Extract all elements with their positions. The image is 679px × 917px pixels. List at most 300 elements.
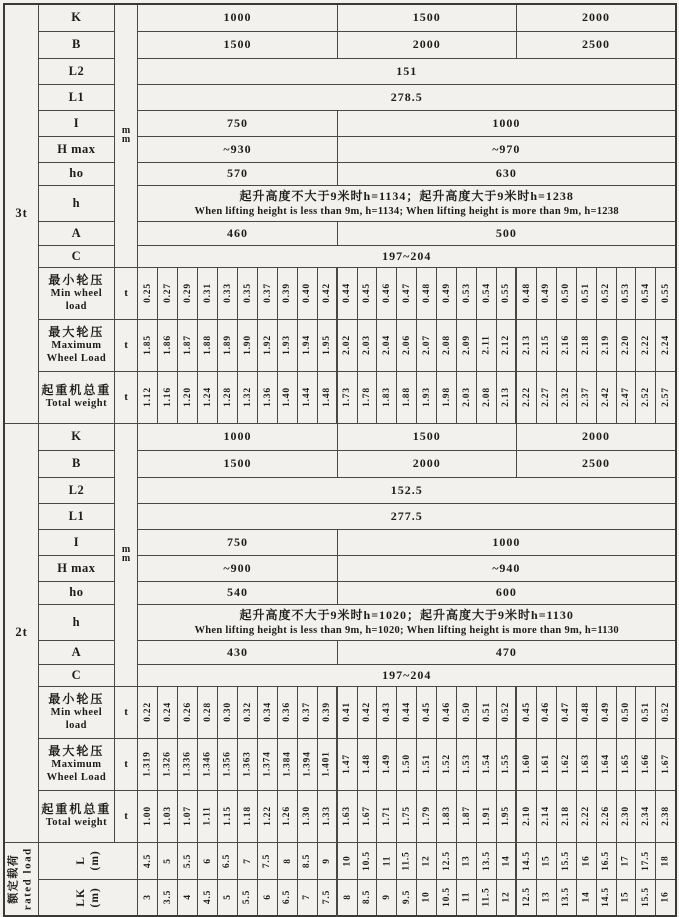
rotated-value-wrap — [417, 320, 436, 371]
rotated-value-wrap — [437, 739, 456, 790]
rotated-value-wrap — [617, 739, 636, 790]
value-text: 0.53 — [461, 283, 472, 303]
value-cell — [317, 842, 337, 879]
value-text: 14.5 — [601, 887, 612, 908]
note-chinese: 起升高度不大于9米时h=1020；起升高度大于9米时h=1130 — [239, 607, 574, 622]
value-text: 1.86 — [162, 335, 173, 355]
rotated-value-wrap — [318, 880, 336, 916]
value-text: 0.55 — [501, 283, 512, 303]
value-text: 1.60 — [521, 754, 532, 774]
value-cell — [556, 738, 576, 790]
value-cell — [158, 371, 178, 423]
rotated-value-wrap — [198, 320, 217, 371]
value-text: 13 — [541, 891, 552, 903]
param-value-cell: 2000 — [516, 4, 676, 31]
rotated-value-wrap — [517, 320, 535, 371]
param-name-cell: L2 — [39, 58, 115, 84]
value-cell — [138, 879, 158, 916]
value-text: 0.31 — [202, 283, 213, 303]
rotated-value-wrap — [318, 320, 336, 371]
rotated-label-wrap — [39, 880, 137, 916]
param-value-cell: 197~204 — [138, 664, 676, 686]
value-text: 2.16 — [561, 335, 572, 355]
value-text: 2.04 — [381, 335, 392, 355]
value-cell — [218, 879, 238, 916]
span-label: LK — [74, 887, 87, 907]
lifting-height-note-cell — [138, 604, 676, 640]
value-text: 1.32 — [242, 387, 253, 407]
value-cell — [477, 879, 497, 916]
rotated-value-wrap — [238, 843, 257, 879]
value-cell — [576, 267, 596, 319]
value-text: 1.65 — [621, 754, 632, 774]
value-cell — [337, 879, 357, 916]
rotated-value-wrap — [577, 372, 596, 423]
mm-unit-label — [115, 546, 138, 563]
value-cell — [576, 879, 596, 916]
value-text: 2.37 — [581, 387, 592, 407]
value-cell — [297, 686, 317, 738]
value-cell — [178, 879, 198, 916]
rotated-value-wrap — [597, 268, 616, 319]
value-text: 0.50 — [461, 702, 472, 722]
value-text: 1.33 — [321, 806, 332, 826]
value-text: 0.52 — [601, 283, 612, 303]
rotated-value-wrap — [636, 880, 655, 916]
rotated-value-wrap — [358, 880, 377, 916]
rotated-value-wrap — [497, 687, 515, 738]
value-cell — [377, 842, 397, 879]
value-cell — [536, 267, 556, 319]
rotated-value-wrap — [457, 687, 476, 738]
rotated-value-wrap — [397, 687, 416, 738]
param-value-cell: 430 — [138, 640, 337, 664]
value-text: 1.53 — [461, 754, 472, 774]
value-text: 1.61 — [541, 754, 552, 774]
value-cell — [218, 267, 238, 319]
rotated-value-wrap — [656, 791, 675, 842]
rotated-value-wrap — [417, 687, 436, 738]
value-text: 1.20 — [182, 387, 193, 407]
value-text: 1.93 — [421, 387, 432, 407]
rotated-value-wrap — [636, 791, 655, 842]
rotated-value-wrap — [617, 843, 636, 879]
value-cell — [636, 319, 656, 371]
value-cell — [198, 842, 218, 879]
value-cell — [238, 686, 258, 738]
value-text: 2.03 — [362, 335, 373, 355]
rotated-value-wrap — [318, 372, 336, 423]
param-value-cell: 470 — [337, 640, 676, 664]
span-label-text — [74, 850, 103, 870]
rotated-value-wrap — [158, 880, 177, 916]
load-label-chinese: 最大轮压 — [48, 325, 105, 340]
rotated-value-wrap — [278, 791, 297, 842]
rotated-value-wrap — [238, 687, 257, 738]
rotated-value-wrap — [358, 687, 377, 738]
rotated-value-wrap — [497, 268, 515, 319]
rotated-value-wrap — [557, 739, 576, 790]
unit-mm-cell — [114, 423, 138, 686]
rotated-value-wrap — [198, 739, 217, 790]
rotated-value-wrap — [358, 372, 377, 423]
value-text: 2.32 — [561, 387, 572, 407]
value-text: 2.03 — [461, 387, 472, 407]
rotated-value-wrap — [477, 843, 496, 879]
value-cell — [397, 319, 417, 371]
rotated-value-wrap — [278, 268, 297, 319]
value-cell — [357, 686, 377, 738]
value-text: 0.55 — [660, 283, 671, 303]
value-text: 1.26 — [282, 806, 293, 826]
rotated-value-wrap — [417, 880, 436, 916]
value-cell — [257, 790, 277, 842]
value-cell — [178, 790, 198, 842]
value-text: 12 — [421, 854, 432, 867]
value-cell — [297, 790, 317, 842]
mm-letter: m — [121, 125, 131, 137]
value-text: 0.53 — [621, 283, 632, 303]
value-cell — [377, 879, 397, 916]
value-cell — [636, 686, 656, 738]
rotated-value-wrap — [597, 372, 616, 423]
rotated-value-wrap — [158, 687, 177, 738]
rotated-value-wrap — [597, 880, 616, 916]
value-cell — [337, 319, 357, 371]
value-text: 0.37 — [262, 283, 273, 303]
value-text: 0.37 — [302, 702, 313, 722]
rotated-value-wrap — [198, 791, 217, 842]
rotated-value-wrap — [158, 372, 177, 423]
value-cell — [218, 686, 238, 738]
value-text: 1.22 — [262, 806, 273, 826]
value-text: 0.24 — [162, 702, 173, 722]
rotated-value-wrap — [298, 268, 317, 319]
rotated-value-wrap — [218, 791, 237, 842]
value-cell — [516, 842, 536, 879]
rotated-value-wrap — [278, 372, 297, 423]
rotated-value-wrap — [298, 320, 317, 371]
value-text: 0.41 — [342, 702, 353, 722]
span-row-label — [39, 879, 138, 916]
value-cell — [138, 267, 158, 319]
rotated-value-wrap — [517, 880, 535, 916]
value-text: 15 — [541, 854, 552, 867]
value-cell — [277, 686, 297, 738]
rotated-value-wrap — [298, 880, 317, 916]
value-text: 0.46 — [441, 702, 452, 722]
load-label-english: Maximum Wheel Load — [46, 340, 107, 364]
value-text: 0.33 — [222, 283, 233, 303]
value-cell — [158, 267, 178, 319]
value-text: 1.24 — [202, 387, 213, 407]
rotated-value-wrap — [517, 268, 535, 319]
load-row-label — [39, 686, 115, 738]
value-text: 1.64 — [601, 754, 612, 774]
value-cell — [417, 371, 437, 423]
rotated-value-wrap — [258, 372, 277, 423]
rotated-value-wrap — [178, 320, 197, 371]
rotated-value-wrap — [457, 880, 476, 916]
param-value-cell: 460 — [138, 221, 337, 245]
rotated-value-wrap — [537, 687, 556, 738]
value-cell — [277, 879, 297, 916]
value-cell — [377, 738, 397, 790]
value-text: 1.40 — [282, 387, 293, 407]
value-text: 1.356 — [222, 751, 233, 777]
section-load-label: 3t — [4, 4, 39, 423]
value-cell — [556, 879, 576, 916]
value-cell — [616, 686, 636, 738]
value-cell — [397, 267, 417, 319]
value-cell — [377, 790, 397, 842]
value-cell — [636, 879, 656, 916]
value-cell — [477, 842, 497, 879]
rotated-value-wrap — [198, 880, 217, 916]
param-name-cell: L2 — [39, 477, 115, 503]
rotated-value-wrap — [597, 320, 616, 371]
value-text: 1.48 — [362, 754, 373, 774]
value-cell — [516, 267, 536, 319]
value-text: 2.24 — [660, 335, 671, 355]
rotated-value-wrap — [338, 268, 356, 319]
rotated-value-wrap — [656, 687, 675, 738]
value-cell — [636, 371, 656, 423]
rotated-value-wrap — [557, 268, 576, 319]
value-text: 1.336 — [182, 751, 193, 777]
value-cell — [158, 842, 178, 879]
param-name-cell: H max — [39, 136, 115, 162]
rotated-value-wrap — [377, 687, 396, 738]
load-row-label — [39, 319, 115, 371]
value-text: 10 — [421, 891, 432, 903]
rotated-value-wrap — [597, 843, 616, 879]
rotated-value-wrap — [178, 739, 197, 790]
load-row-label — [39, 738, 115, 790]
load-label-chinese: 最大轮压 — [48, 744, 105, 759]
rotated-value-wrap — [338, 372, 356, 423]
rotated-value-wrap — [298, 372, 317, 423]
rotated-value-wrap — [218, 268, 237, 319]
value-text: 1.88 — [202, 335, 213, 355]
rotated-value-wrap — [417, 791, 436, 842]
value-text: 1.62 — [561, 754, 572, 774]
rotated-value-wrap — [457, 372, 476, 423]
value-text: 12.5 — [441, 850, 452, 871]
span-unit: (m) — [89, 850, 102, 871]
param-name-cell: C — [39, 245, 115, 267]
param-value-cell: 1500 — [138, 31, 337, 58]
rotated-value-wrap — [397, 880, 416, 916]
value-cell — [337, 371, 357, 423]
value-text: 1.89 — [222, 335, 233, 355]
rotated-value-wrap — [557, 843, 576, 879]
load-label-english: Maximum Wheel Load — [46, 759, 107, 783]
span-label: L — [74, 856, 87, 865]
rotated-value-wrap — [557, 320, 576, 371]
param-name-cell: A — [39, 640, 115, 664]
value-cell — [397, 879, 417, 916]
value-cell — [317, 738, 337, 790]
value-cell — [636, 738, 656, 790]
value-text: 1.346 — [202, 751, 213, 777]
value-text: 2.15 — [541, 335, 552, 355]
param-name-cell: L1 — [39, 503, 115, 529]
value-cell — [497, 267, 517, 319]
rotated-value-wrap — [138, 880, 157, 916]
param-value-cell: 2000 — [516, 423, 676, 450]
param-value-cell: ~930 — [138, 136, 337, 162]
rotated-value-wrap — [258, 320, 277, 371]
value-cell — [656, 842, 676, 879]
rotated-value-wrap — [537, 372, 556, 423]
value-cell — [337, 267, 357, 319]
value-text: 1.363 — [242, 751, 253, 777]
value-text: 1.88 — [401, 387, 412, 407]
value-cell — [317, 879, 337, 916]
value-text: 1.394 — [302, 751, 313, 777]
param-value-cell: 1500 — [138, 450, 337, 477]
value-cell — [596, 686, 616, 738]
value-text: 3.5 — [162, 890, 173, 905]
rotated-value-wrap — [636, 372, 655, 423]
value-text: 1.93 — [282, 335, 293, 355]
value-text: 2.18 — [561, 806, 572, 826]
value-cell — [576, 790, 596, 842]
value-text: 1.92 — [262, 335, 273, 355]
unit-t-cell: t — [114, 738, 138, 790]
value-cell — [277, 319, 297, 371]
value-text: 2.19 — [601, 335, 612, 355]
value-text: 0.50 — [621, 702, 632, 722]
value-cell — [596, 319, 616, 371]
value-text: 11 — [461, 891, 472, 903]
value-cell — [556, 319, 576, 371]
rotated-value-wrap — [377, 739, 396, 790]
rotated-value-wrap — [636, 739, 655, 790]
rotated-value-wrap — [557, 687, 576, 738]
value-text: 0.45 — [521, 702, 532, 722]
rotated-value-wrap — [397, 268, 416, 319]
value-cell — [337, 686, 357, 738]
rated-load-text — [8, 847, 36, 910]
mm-unit-label — [115, 127, 138, 144]
value-cell — [596, 879, 616, 916]
rotated-value-wrap — [318, 791, 336, 842]
value-cell — [536, 738, 556, 790]
value-cell — [198, 790, 218, 842]
value-text: 1.79 — [421, 806, 432, 826]
rotated-value-wrap — [517, 687, 535, 738]
rotated-value-wrap — [577, 268, 596, 319]
value-cell — [178, 319, 198, 371]
rotated-value-wrap — [198, 687, 217, 738]
rotated-value-wrap — [318, 687, 336, 738]
value-cell — [257, 879, 277, 916]
rotated-value-wrap — [338, 739, 356, 790]
rotated-value-wrap — [238, 739, 257, 790]
value-text: 7 — [302, 894, 313, 901]
value-cell — [516, 686, 536, 738]
value-text: 0.43 — [381, 702, 392, 722]
value-cell — [297, 879, 317, 916]
rotated-value-wrap — [477, 687, 496, 738]
rotated-value-wrap — [358, 320, 377, 371]
value-cell — [198, 879, 218, 916]
value-text: 2.27 — [541, 387, 552, 407]
value-text: 4.5 — [142, 853, 153, 868]
value-text: 0.52 — [660, 702, 671, 722]
value-cell — [556, 686, 576, 738]
value-cell — [138, 842, 158, 879]
value-text: 10.5 — [441, 887, 452, 908]
value-text: 17 — [621, 854, 632, 867]
value-text: 0.30 — [222, 702, 233, 722]
value-text: 1.00 — [142, 806, 153, 826]
value-text: 13.5 — [481, 850, 492, 871]
value-cell — [377, 267, 397, 319]
value-cell — [297, 842, 317, 879]
value-text: 2.09 — [461, 335, 472, 355]
value-text: 1.71 — [381, 806, 392, 826]
param-name-cell: I — [39, 529, 115, 555]
value-text: 1.50 — [401, 754, 412, 774]
value-text: 5 — [222, 894, 233, 901]
rotated-value-wrap — [437, 320, 456, 371]
rotated-value-wrap — [397, 320, 416, 371]
value-cell — [536, 319, 556, 371]
value-cell — [357, 879, 377, 916]
rotated-value-wrap — [298, 687, 317, 738]
load-label-english: Min wheel load — [50, 707, 103, 731]
value-text: 5.5 — [182, 853, 193, 868]
value-text: 2.02 — [342, 335, 353, 355]
value-cell — [417, 319, 437, 371]
value-cell — [337, 738, 357, 790]
rotated-value-wrap — [358, 739, 377, 790]
value-text: 1.66 — [640, 754, 651, 774]
value-text: 0.44 — [401, 702, 412, 722]
value-text: 0.47 — [561, 702, 572, 722]
value-cell — [437, 267, 457, 319]
value-cell — [477, 319, 497, 371]
value-text: 11 — [381, 855, 392, 866]
rotated-value-wrap — [437, 791, 456, 842]
value-text: 2.26 — [601, 806, 612, 826]
span-label-text — [74, 887, 103, 907]
value-cell — [656, 790, 676, 842]
value-text: 2.14 — [541, 806, 552, 826]
value-cell — [536, 371, 556, 423]
value-cell — [457, 319, 477, 371]
value-cell — [158, 738, 178, 790]
param-value-cell: 1000 — [337, 529, 676, 555]
rotated-value-wrap — [477, 320, 496, 371]
value-text: 1.55 — [501, 754, 512, 774]
value-text: 10.5 — [362, 850, 373, 871]
rotated-value-wrap — [656, 739, 675, 790]
rotated-value-wrap — [298, 843, 317, 879]
rotated-value-wrap — [656, 880, 675, 916]
value-text: 1.67 — [660, 754, 671, 774]
rotated-value-wrap — [417, 268, 436, 319]
value-text: 0.36 — [282, 702, 293, 722]
rotated-value-wrap — [338, 880, 356, 916]
load-label-english: Min wheel load — [50, 288, 103, 312]
load-row-label — [39, 371, 115, 423]
rotated-value-wrap — [497, 372, 515, 423]
value-cell — [536, 879, 556, 916]
